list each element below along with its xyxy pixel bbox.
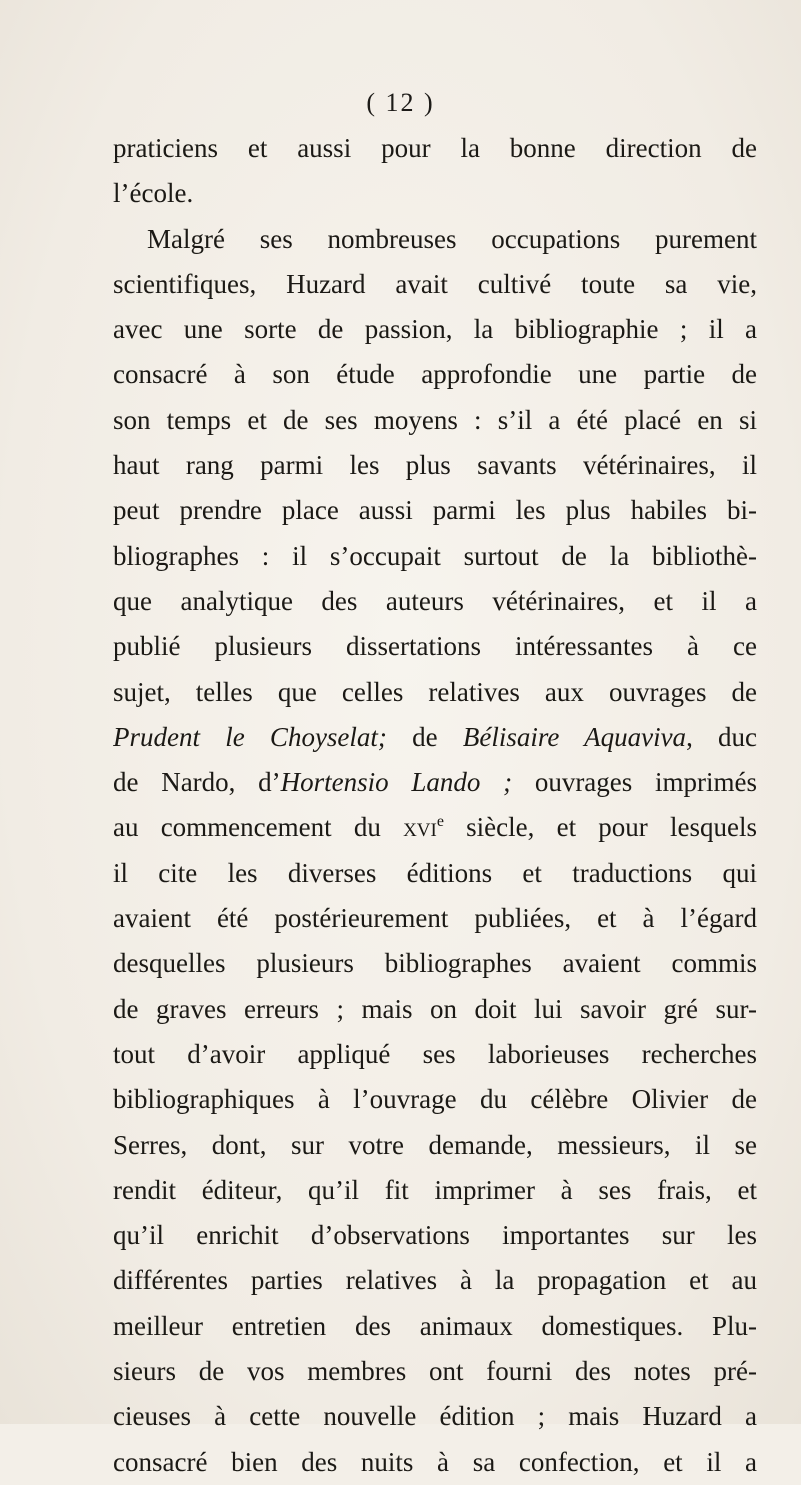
text-segment: ouvrages imprimés (512, 767, 757, 798)
superscript: e (436, 813, 444, 831)
text-segment: scientifiques, Huzard avait cultivé toute sa vie, (113, 268, 757, 299)
text-line (113, 579, 757, 624)
text-line (113, 760, 757, 805)
text-segment: , duc (686, 721, 757, 752)
text-segment: de (386, 721, 463, 752)
text-segment: l’école. (113, 178, 194, 209)
text-line (113, 1168, 757, 1213)
text-line (113, 851, 757, 896)
text-segment: différentes parties relatives à la propagation et au (113, 1265, 757, 1296)
text-segment: qu’il enrichit d’observations importantes sur les (113, 1220, 757, 1251)
text-line (113, 624, 757, 669)
text-line (113, 307, 757, 352)
text-line (113, 488, 757, 533)
text-segment: consacré à son étude approfondie une partie de (113, 359, 757, 390)
text-line (113, 1440, 757, 1485)
text-line (113, 1304, 757, 1349)
text-segment: Malgré ses nombreuses occupations purement (147, 223, 757, 254)
text-line (113, 126, 757, 171)
text-line (113, 217, 757, 262)
text-segment: Serres, dont, sur votre demande, messieurs, il se (113, 1129, 757, 1160)
text-segment: praticiens et aussi pour la bonne direction de (113, 133, 757, 163)
text-segment: publié plusieurs dissertations intéressantes à ce (113, 631, 757, 662)
text-segment: il cite les diverses éditions et traductions qui (113, 857, 757, 888)
text-segment: bliographes : il s’occupait surtout de la bibliothè- (113, 540, 757, 571)
text-line (113, 715, 757, 760)
text-line (113, 1077, 757, 1122)
text-segment: de graves erreurs ; mais on doit lui savoir gré sur- (113, 993, 757, 1024)
text-segment: peut prendre place aussi parmi les plus habiles bi- (113, 495, 757, 526)
text-segment: meilleur entretien des animaux domestiques. Plu- (113, 1310, 757, 1341)
text-line (113, 1258, 757, 1303)
text-line (113, 171, 757, 216)
text-line (113, 896, 757, 941)
page-number: ( 12 ) (366, 88, 435, 117)
text-segment: haut rang parmi les plus savants vétérinaires, il (113, 450, 757, 481)
text-line (113, 352, 757, 397)
text-line (113, 1123, 757, 1168)
text-segment: avaient été postérieurement publiées, et à l’égard (113, 903, 757, 934)
text-line (113, 1213, 757, 1258)
text-line (113, 443, 757, 488)
text-segment: xvi (403, 812, 437, 843)
text-line (113, 262, 757, 307)
italic-title: Bélisaire Aquaviva (462, 721, 687, 752)
text-line (113, 941, 757, 986)
text-segment: au commencement du (113, 812, 404, 843)
text-line (113, 1394, 757, 1439)
text-segment: cieuses à cette nouvelle édition ; mais Huzard a (113, 1401, 757, 1432)
text-line (113, 1032, 757, 1077)
text-line (113, 805, 757, 850)
text-line (113, 987, 757, 1032)
text-line (113, 670, 757, 715)
italic-title: Prudent le Choyselat; (113, 721, 387, 752)
text-segment: desquelles plusieurs bibliographes avaient commis (113, 948, 757, 979)
text-segment: siècle, et pour lesquels (443, 812, 757, 843)
text-segment: sujet, telles que celles relatives aux ouvrages de (113, 676, 757, 707)
text-segment: tout d’avoir appliqué ses laborieuses recherches (113, 1038, 757, 1069)
text-line (113, 398, 757, 443)
text-line (113, 1349, 757, 1394)
text-segment: consacré bien des nuits à sa confection, et il a (113, 1446, 757, 1477)
text-segment: son temps et de ses moyens : s’il a été placé en si (113, 404, 757, 435)
text-segment: de Nardo, d’ (113, 767, 281, 798)
body-text (113, 126, 757, 1485)
italic-title: Hortensio Lando ; (280, 767, 513, 798)
text-segment: sieurs de vos membres ont fourni des notes pré- (113, 1356, 757, 1387)
text-segment: avec une sorte de passion, la bibliographie ; il a (113, 314, 757, 345)
text-line (113, 534, 757, 579)
text-segment: bibliographiques à l’ouvrage du célèbre Olivier de (113, 1084, 757, 1115)
text-segment: que analytique des auteurs vétérinaires, et il a (113, 585, 757, 616)
text-segment: rendit éditeur, qu’il fit imprimer à ses frais, et (113, 1174, 757, 1205)
